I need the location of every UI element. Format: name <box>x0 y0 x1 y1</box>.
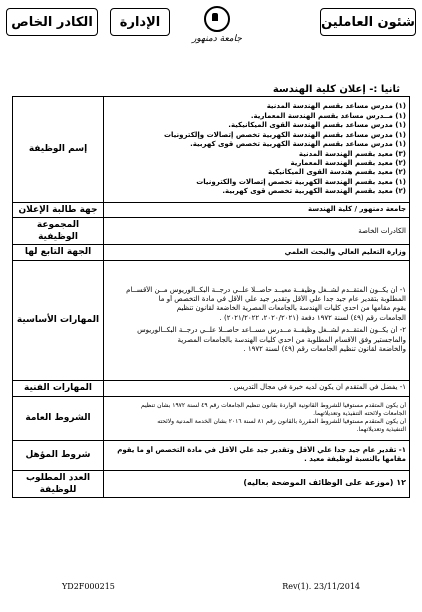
row-affiliation <box>13 245 410 260</box>
row-general-conditions <box>13 396 410 440</box>
special-cadre-box: الكادر الخاص <box>6 8 98 36</box>
section-title: ثانيا :- إعلان كلية الهندسة <box>272 84 400 95</box>
qualification-value <box>104 440 410 470</box>
row-qualification <box>13 440 410 470</box>
document-code: YD2F000215 <box>62 582 115 591</box>
administration-box: الإدارة <box>110 8 170 36</box>
requesting-body-label: جهة طالبة الإعلان <box>13 203 104 218</box>
row-required-count <box>13 470 410 497</box>
basic-skill-line: ٢- أن يكــون المتقــدم لشــغل وظيفــة مــدرس مســاعد حاصــلا علــي درجــة البكــالوريوس <box>137 326 406 335</box>
basic-skill-line: المطلوبة بتقدير عام جيد جدا علي الأقل وتقدير جيد علي الأقل في مادة التخصص أو ما <box>158 294 406 303</box>
required-count-label: العدد المطلوب للوظيفة <box>13 470 104 497</box>
university-emblem-icon <box>204 6 230 32</box>
job-group-label: المجموعة الوظيفية <box>13 218 104 245</box>
university-logo <box>181 6 253 46</box>
row-requesting-body <box>13 203 410 218</box>
job-announcement-table <box>12 96 410 498</box>
job-item: (٣) معيد بقسم الهندسة المدنية <box>298 149 406 158</box>
general-conditions-label: الشروط العامة <box>13 396 104 440</box>
qualification-line: مقامها بالنسبة لوظيفة معيد . <box>304 455 406 464</box>
job-item: (١) معيد بقسم الهندسة الكهربية تخصص إتصالات والكترونيات <box>196 177 406 186</box>
condition-line: أن يكون المتقدم مستوفيا للشروط المقررة بالقانون رقم ٨١ لسنة ٢٠١٦ بشأن الخدمة المدنية ولائحته <box>157 418 406 426</box>
basic-skill-line: ١- أن يكــون المتقــدم لشــغل وظيفــة معيــد حاصــلا علــي درجــة البكــالوريوس مــن الأقســام <box>126 285 406 294</box>
job-item: (١) مدرس مساعد بقسم الهندسة المدنية <box>266 102 406 111</box>
basic-skill-line: يقوم مقامها من احدي كليات الهندسة بالجامعات المصرية الخاضعة لقانون تنظيم <box>176 304 406 313</box>
job-item: (٢) معيد بقسم هندسة القوى الميكانيكية <box>267 168 406 177</box>
job-item: (٢) معيد بقسم الهندسة الكهربية تخصص قوى كهربية. <box>222 187 406 196</box>
affiliation-label: الجهة التابع لها <box>13 245 104 260</box>
job-group-value: الكادرات الخاصة <box>104 218 410 245</box>
affiliation-value: وزارة التعليم العالي والبحث العلمي <box>104 245 410 260</box>
page-footer <box>22 582 400 596</box>
job-name-value <box>104 97 410 203</box>
basic-skill-line: والخاضعة لقانون تنظيم الجامعات رقم (٤٩) لسنة ١٩٧٢ . <box>243 345 406 354</box>
job-item: (٢) معيد بقسم الهندسة المعمارية <box>290 158 406 167</box>
job-item: (١) مــدرس مساعد بقسم الهندسة المعمارية. <box>250 111 406 120</box>
technical-skills-label: المهارات الفنية <box>13 380 104 396</box>
row-basic-skills <box>13 260 410 380</box>
staff-affairs-box: شئون العاملين <box>320 8 416 36</box>
page-header <box>6 6 416 46</box>
condition-line: أن يكون المتقدم مستوفيا للشروط القانونية الواردة بقانون تنظيم الجامعات رقم ٤٩ لسنة ١٩٧٢ بشأن تنظيم <box>140 401 406 409</box>
basic-skills-label: المهارات الأساسية <box>13 260 104 380</box>
revision-text: Rev(1). 23/11/2014 <box>282 582 360 591</box>
job-item: (١) مدرس مساعد بقسم الهندسة الكهربية تخصص إتصالات وإلكترونيات <box>163 130 406 139</box>
university-name: جامعة دمنهور <box>192 34 242 44</box>
basic-skills-value <box>104 260 410 380</box>
general-conditions-value <box>104 396 410 440</box>
required-count-value: ١٢ (موزعة على الوظائف الموضحة بعاليه) <box>104 470 410 497</box>
job-item: (١) مدرس مساعد بقسم الهندسة الكهربية تخصص قوى كهربية. <box>190 140 406 149</box>
row-job-name <box>13 97 410 203</box>
condition-line: الجامعات ولائحته التنفيذية وتعديلاتهما. <box>313 409 406 417</box>
condition-line: التنفيذية وتعديلاتهما. <box>356 426 406 434</box>
requesting-body-value: جامعة دمنهور / كلية الهندسة <box>104 203 410 218</box>
qualification-label: شروط المؤهل <box>13 440 104 470</box>
qualification-line: ١- تقدير عام جيد جدا علي الأقل وتقدير جيد علي الأقل في مادة التخصص أو ما يقوم <box>117 445 406 454</box>
job-item: (١) مدرس مساعد بقسم الهندسة القوى الميكانيكية. <box>228 121 406 130</box>
basic-skill-line: والماجستير وفق الأقسام المطلوبة من احدي كليات الهندسة بالجامعات المصرية <box>177 335 406 344</box>
row-job-group <box>13 218 410 245</box>
job-name-label: إسم الوظيفة <box>13 97 104 203</box>
technical-skills-value: ١- يفضل في المتقدم ان يكون لديه خبرة في مجال التدريس . <box>104 380 410 396</box>
row-technical-skills <box>13 380 410 396</box>
basic-skill-line: الجامعات رقم (٤٩) لسنة ١٩٧٢ دفعة (٢٠٢٠/٢٠٢١، ٢٠٢١/٢٠٢٢) . <box>219 313 406 322</box>
